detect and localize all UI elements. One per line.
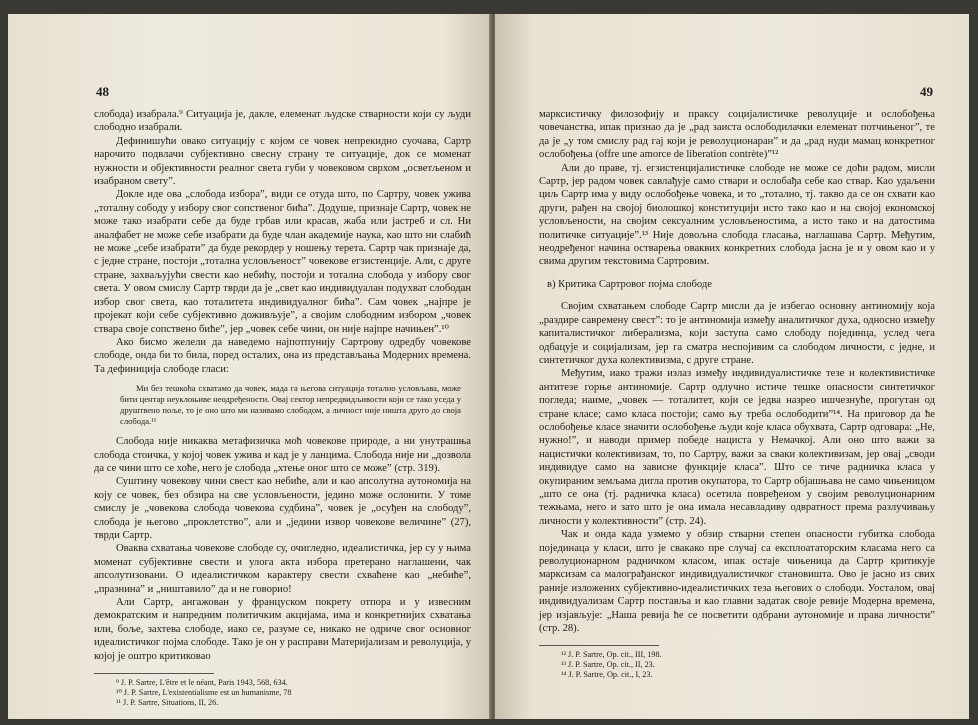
footnote-rule [94, 673, 214, 674]
footnotes [94, 678, 471, 708]
footnote: ¹² J. P. Sartre, Op. cit., III, 198. [561, 650, 662, 660]
paragraph: Слобода није никаква метафизичка моћ човекове природе, а ни унутрашња слобода стоичка, у којој човек ужива и кад је у ланцима. Слобода није ни „дозвола да се чини што се хоће, него је слобода „хтење оног што се може” (стр. 319). [94, 436, 471, 474]
footnote: ¹³ J. P. Sartre, Op. cit., II, 23. [561, 660, 655, 670]
footnote: ¹⁰ J. P. Sartre, L'existentialisme est un humanisme, 78 [116, 688, 292, 698]
paragraph: Оваква схватања човекове слободе су, очигледно, идеалистичка, јер су у њима моменат субјективне свести и улога акта избора претерано наглашени, чак апсолутизовани. О идеалистичком карактеру свести схваћене као „небиће”, „празнина” и „ништавило” да и не говорио! [94, 543, 471, 595]
paragraph: Ако бисмо желели да наведемо најпотпунију Сартрову одредбу човекове слободе, онда би то била, поред осталих, она из представљања Модерних времена. Та дефиниција слободе гласи: [94, 336, 471, 375]
paragraph: Суштину човекову чини свест као небиће, али и као апсолутна аутономија на коју се човек, без обзира на све условљености, једино може ослонити. У томе смислу је „човекова слобода човекова судбина”, човек је „осуђен на слободу”, слобода је његово „проклетство”, али и „једини извор човекове величине” (27), тврди Сартр. [94, 476, 471, 541]
footnote: ⁹ J. P. Sartre, L'être et le néant, Paris 1943, 568, 634. [116, 678, 288, 688]
paragraph: Али до праве, тј. егзистенцијалистичке слободе не може се доћи радом, мисли Сартр, јер радом човек савлађује само ствари и ослобађа себе као ствар. Као удаљени циљ Сартр има у виду ослобођење човека, и то „тотално, тј. такво да се он схвати као други, рађен на својој биолошкој конституцији исто тако као и на својој економској условљености, на својим сексуалним условљеностима, а исто тако и на датостима политичке ситуације”.¹³ Није довољна слобода гласања, наглашава Сартр. Међутим, неодређеног начина остварења оваквих конкретних слобода јасна је и у овом као и у свима другим текстовима Сартровим. [539, 162, 935, 268]
paragraph: слобода) изабрала.⁹ Ситуација је, дакле, елеменат људске стварности који су људи слободно изабрали. [94, 109, 471, 134]
paragraph: марксистичку филозофију и праксу социјалистичке револуције и ослобођења човечанства, ипак признао да је „рад заиста ослободилачки елеменат потчињеног”, те да је „у том смислу рад гај који је револуционаран” и да „рад нуди мамац конкретног ослобођења (offre une amorce de liberation contrète)”¹² [539, 109, 935, 161]
footnote: ¹¹ J. P. Sartre, Situations, II, 26. [116, 698, 219, 708]
footnote-rule [539, 645, 659, 646]
paragraph: Али Сартр, ангажован у француском покрету отпора и у извесним демократским и напредним политичким акцијама, има и конкретнијих схватања или, боље, захтева слободе, иако се, разуме се, никако не одриче свог основног идеалистичког појма слободе. Тако је он у расправи Материјализам и револуција, у којој је оштро критиковао [94, 597, 471, 662]
paragraph: Својим схватањем слободе Сартр мисли да је избегао основну антиномију која „раздире савремену свест”: то је антиномија између аналитичког духа, односно између капиталистичког либерализма, који заступа само слободу појединца, услед чега одбацује и социјализам, јер га сматра неспојивим са слободом личности, с једне, и синтетичког духа колективизма, с друге стране. [539, 301, 935, 366]
paragraph: Међутим, иако тражи излаз између индивидуалистичке тезе и колективистичке антитезе горње антиномије. Сартр одлучно истиче тешке опасности синтетичког погледа; наиме, „човек — тоталитет, који се једва назрео ишчезнуће, прогутан од стране класе; само класа постоји; само њу треба ослободити”¹⁴. На приговор да ће ослобођење класе значити ослобођење људи које класа обухвата, Сартр одговара: „Не, нужно!”, и наводи пример победе нациста у Немачкој. Али оно што важи за нацистички колективизам, то, по Сартру, важи за сваки колективизам, јер овај „своди индивидуе само на зависне функције класа”. Што се тиче радничка класа у окупираним земљама дигла против окупатора, то Сартр објашњава не само чињеницом „што се она (тј. радничка класа) осетила повређеном у својим револуционарним тежњама, него и зато што је она имала несавладиву одвратност према разлучивању личности у колективности” (стр. 24). [539, 368, 935, 527]
block-quote [120, 383, 461, 427]
right-page [495, 14, 969, 719]
paragraph: Чак и онда када узмемо у обзир стварни степен опасности губитка слобода појединаца у класи, што је свакако пре случај са експлоататорским класама него са револуционарном радничком класом, ипак остаје чињеница да Сартр критикује марксизам са малограђанског индивидуалистичког становишта. Ово је јасно из свих раније изложених субјективно-идеалистичких теза његових о слободи. Уосталом, овај индивидуализам Сартр поставља и као главни задатак своје ревије Модерна времена, јер изјављује: „Наша ревија ће се посветити одбрани аутономије и права личности” (стр. 28). [539, 529, 935, 635]
page-number: 49 [920, 84, 933, 99]
footnotes [539, 650, 935, 680]
footnote: ¹⁴ J. P. Sartre, Op. cit., I, 23. [561, 670, 653, 680]
left-page [8, 14, 491, 719]
right-body-text [539, 108, 935, 635]
left-body-text [94, 108, 471, 663]
paragraph: Дефинишући овако ситуацију с којом се човек непрекидно суочава, Сартр нарочито подвлачи субјективно свесну страну те ситуације, док се моменат нужности и објективности реалног света губи у човековом сврхом „осветљеном и изабраном свету”. [94, 135, 471, 188]
section-heading: в) Критика Сартровог појма слободе [547, 278, 712, 290]
paragraph: Докле иде ова „слобода избора”, види се отуда што, по Сартру, човек ужива „тоталну сободу у избору свог сопственог бића”. Додуше, признаје Сартр, човек не може тако изабрати себе да буде грбав или красав, жаба или јастреб и сл. Ни аналфабет не може себе изабрати да буде члан академије наука, као што ни слабић не може „себе изабрати” да буде рекордер у ношењу терета. Сартр чак признаје да, с једне стране, постоји „тотална условљеност” човекове егзистенције. Али, с друге стране, захваљујући свести као небићу, постоји и тотална слобода у избору свог света. У овом смислу Сартр тврди да је „свет као индивидуалан подухват слободан избор свог света, као тоталитета индивидуалног бића”. Сам човек „најпре је пројекат који себе субјективно доживљује”, а својим слободним избором „човек ствара своје сопствено биће”, јер „човек себе чини, он није најпре начињен”.¹⁰ [94, 189, 471, 335]
quote-text: Ми без тешкоћа схватамо да човек, мада га његова ситуација тотално условљава, може бити центар неуклоњиве неодређености. Овај сектор непредвидљивости који се тако уседа у друштвено поље, то је оно што ми називамо слободом, а личност није ништа друго до своја слобода.¹¹ [120, 383, 461, 427]
page-number: 48 [96, 84, 109, 99]
